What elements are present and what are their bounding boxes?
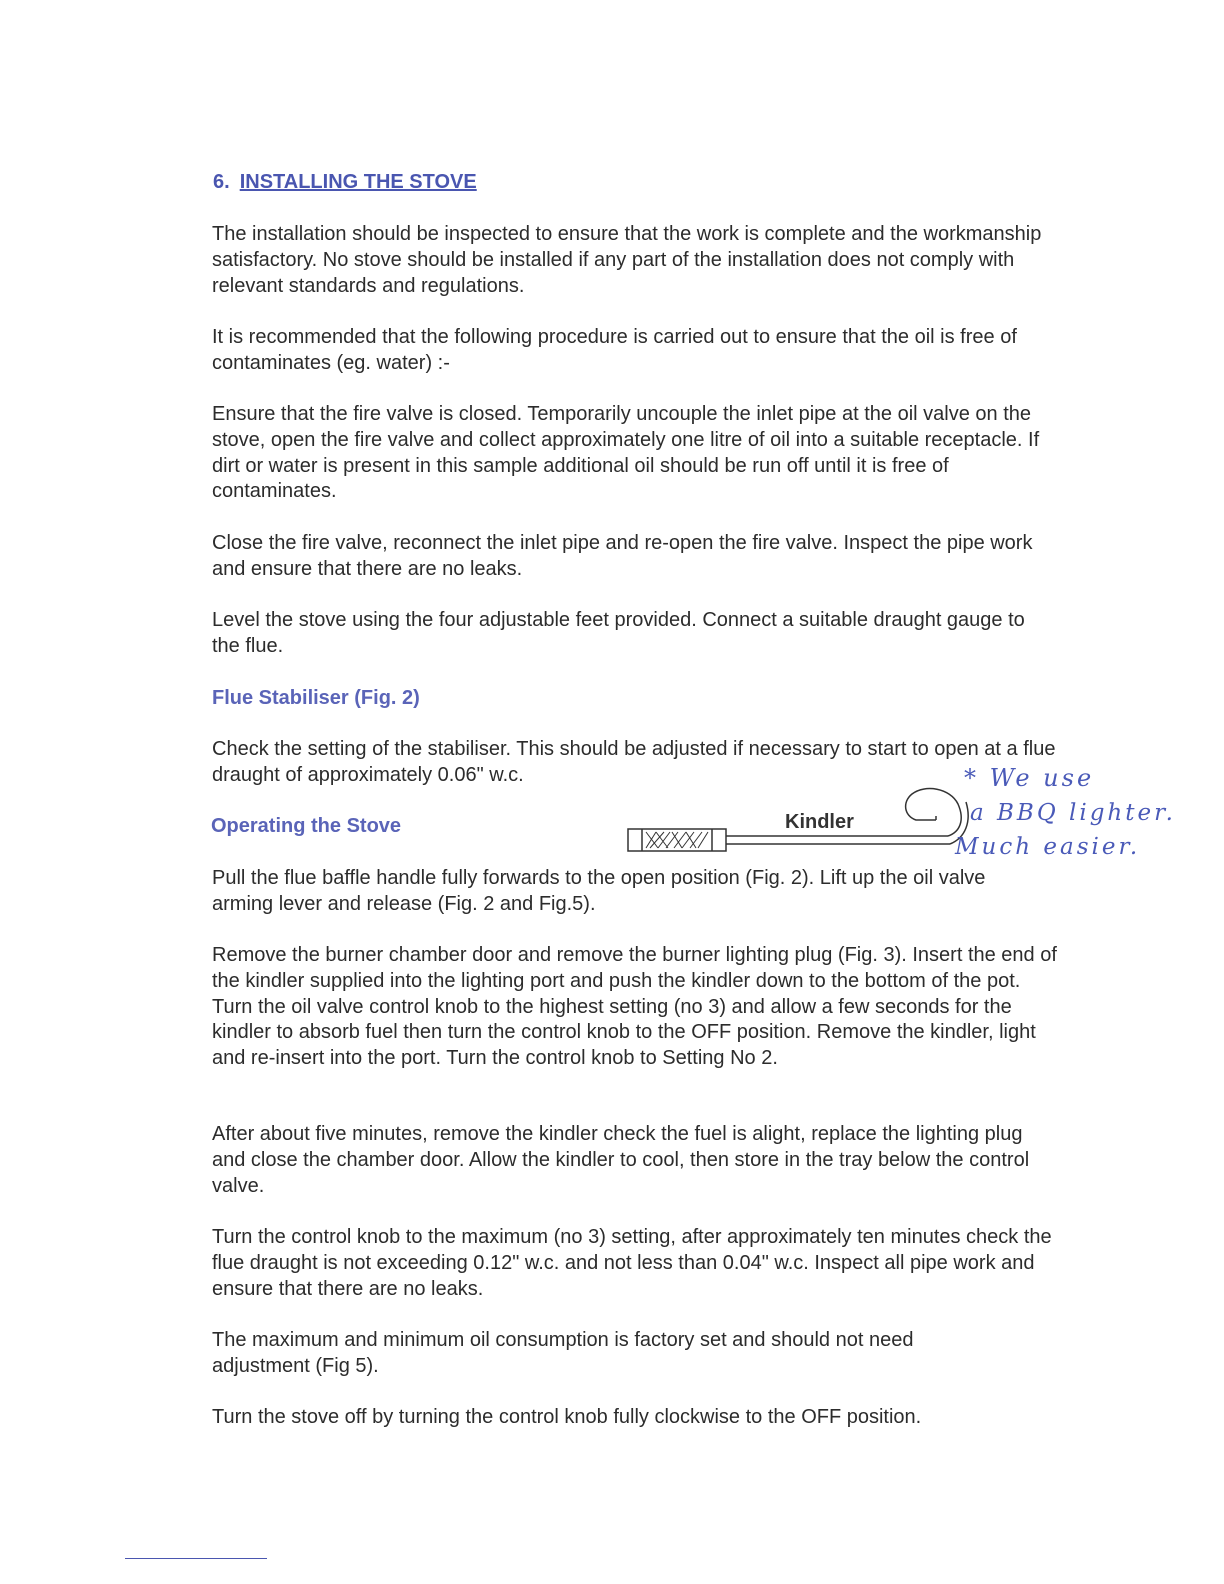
paragraph-reconnect: Close the fire valve, reconnect the inlet pipe and re-open the fire valve. Inspect the pipe work and ensure that there are no leaks. <box>212 532 1033 580</box>
paragraph-consumption: The maximum and minimum oil consumption is factory set and should not need adjustment (Fig 5). <box>212 1329 914 1377</box>
paragraph-five-minutes: After about five minutes, remove the kindler check the fuel is alight, replace the lighting plug and close the chamber door. Allow the kindler to cool, then store in the tray below the control valve. <box>212 1123 1030 1197</box>
paragraph-fire-valve: Ensure that the fire valve is closed. Temporarily uncouple the inlet pipe at the oil valve on the stove, open the fire valve and collect approximately one litre of oil into a suitable receptacle. If dirt or water is present in this sample additional oil should be run off until it is free of contaminates. <box>212 403 1040 503</box>
paragraph-level-stove: Level the stove using the four adjustable feet provided. Connect a suitable draught gauge to the flue. <box>212 609 1025 657</box>
section-number: 6. <box>213 171 230 193</box>
section-title: INSTALLING THE STOVE <box>239 171 477 193</box>
paragraph-turn-off: Turn the stove off by turning the control knob fully clockwise to the OFF position. <box>212 1406 922 1428</box>
handwritten-note-line2: a BBQ lighter. <box>970 800 1176 826</box>
paragraph-inspection: The installation should be inspected to ensure that the work is complete and the workmanship satisfactory. No stove should be installed if any part of the installation does not comply with relevant standards and regulations. <box>212 223 1042 297</box>
paragraph-procedure: It is recommended that the following procedure is carried out to ensure that the oil is free of contaminates (eg. water) :- <box>212 326 1017 374</box>
operating-heading: Operating the Stove <box>211 815 402 837</box>
section-heading <box>213 171 477 194</box>
handwritten-note-line1: * We use <box>964 764 1095 792</box>
paragraph-maximum-setting: Turn the control knob to the maximum (no 3) setting, after approximately ten minutes check the flue draught is not exceeding 0.12" w.c. and not less than 0.04" w.c. Inspect all pipe work and ensure that there are no leaks. <box>212 1226 1052 1300</box>
paragraph-stabiliser: Check the setting of the stabiliser. This should be adjusted if necessary to start to open at a flue draught of approximately 0.06" w.c. <box>212 738 1056 786</box>
handwritten-note-line3: Much easier. <box>955 834 1141 860</box>
paragraph-burner: Remove the burner chamber door and remove the burner lighting plug (Fig. 3). Insert the end of the kindler supplied into the lighting port and push the kindler down to the bottom of the pot. Turn the oil valve control knob to the highest setting (no 3) and allow a few seconds for the kindler to absorb fuel then turn the control knob to the OFF position. Remove the kindler, light and re-insert into the port. Turn the control knob to Setting No 2. <box>212 944 1057 1070</box>
flue-stabiliser-heading: Flue Stabiliser (Fig. 2) <box>212 687 420 709</box>
kindler-label: Kindler <box>785 811 854 833</box>
footnote-rule <box>125 1558 267 1559</box>
paragraph-baffle: Pull the flue baffle handle fully forwards to the open position (Fig. 2). Lift up the oil valve arming lever and release (Fig. 2 and Fig.5). <box>212 867 986 915</box>
